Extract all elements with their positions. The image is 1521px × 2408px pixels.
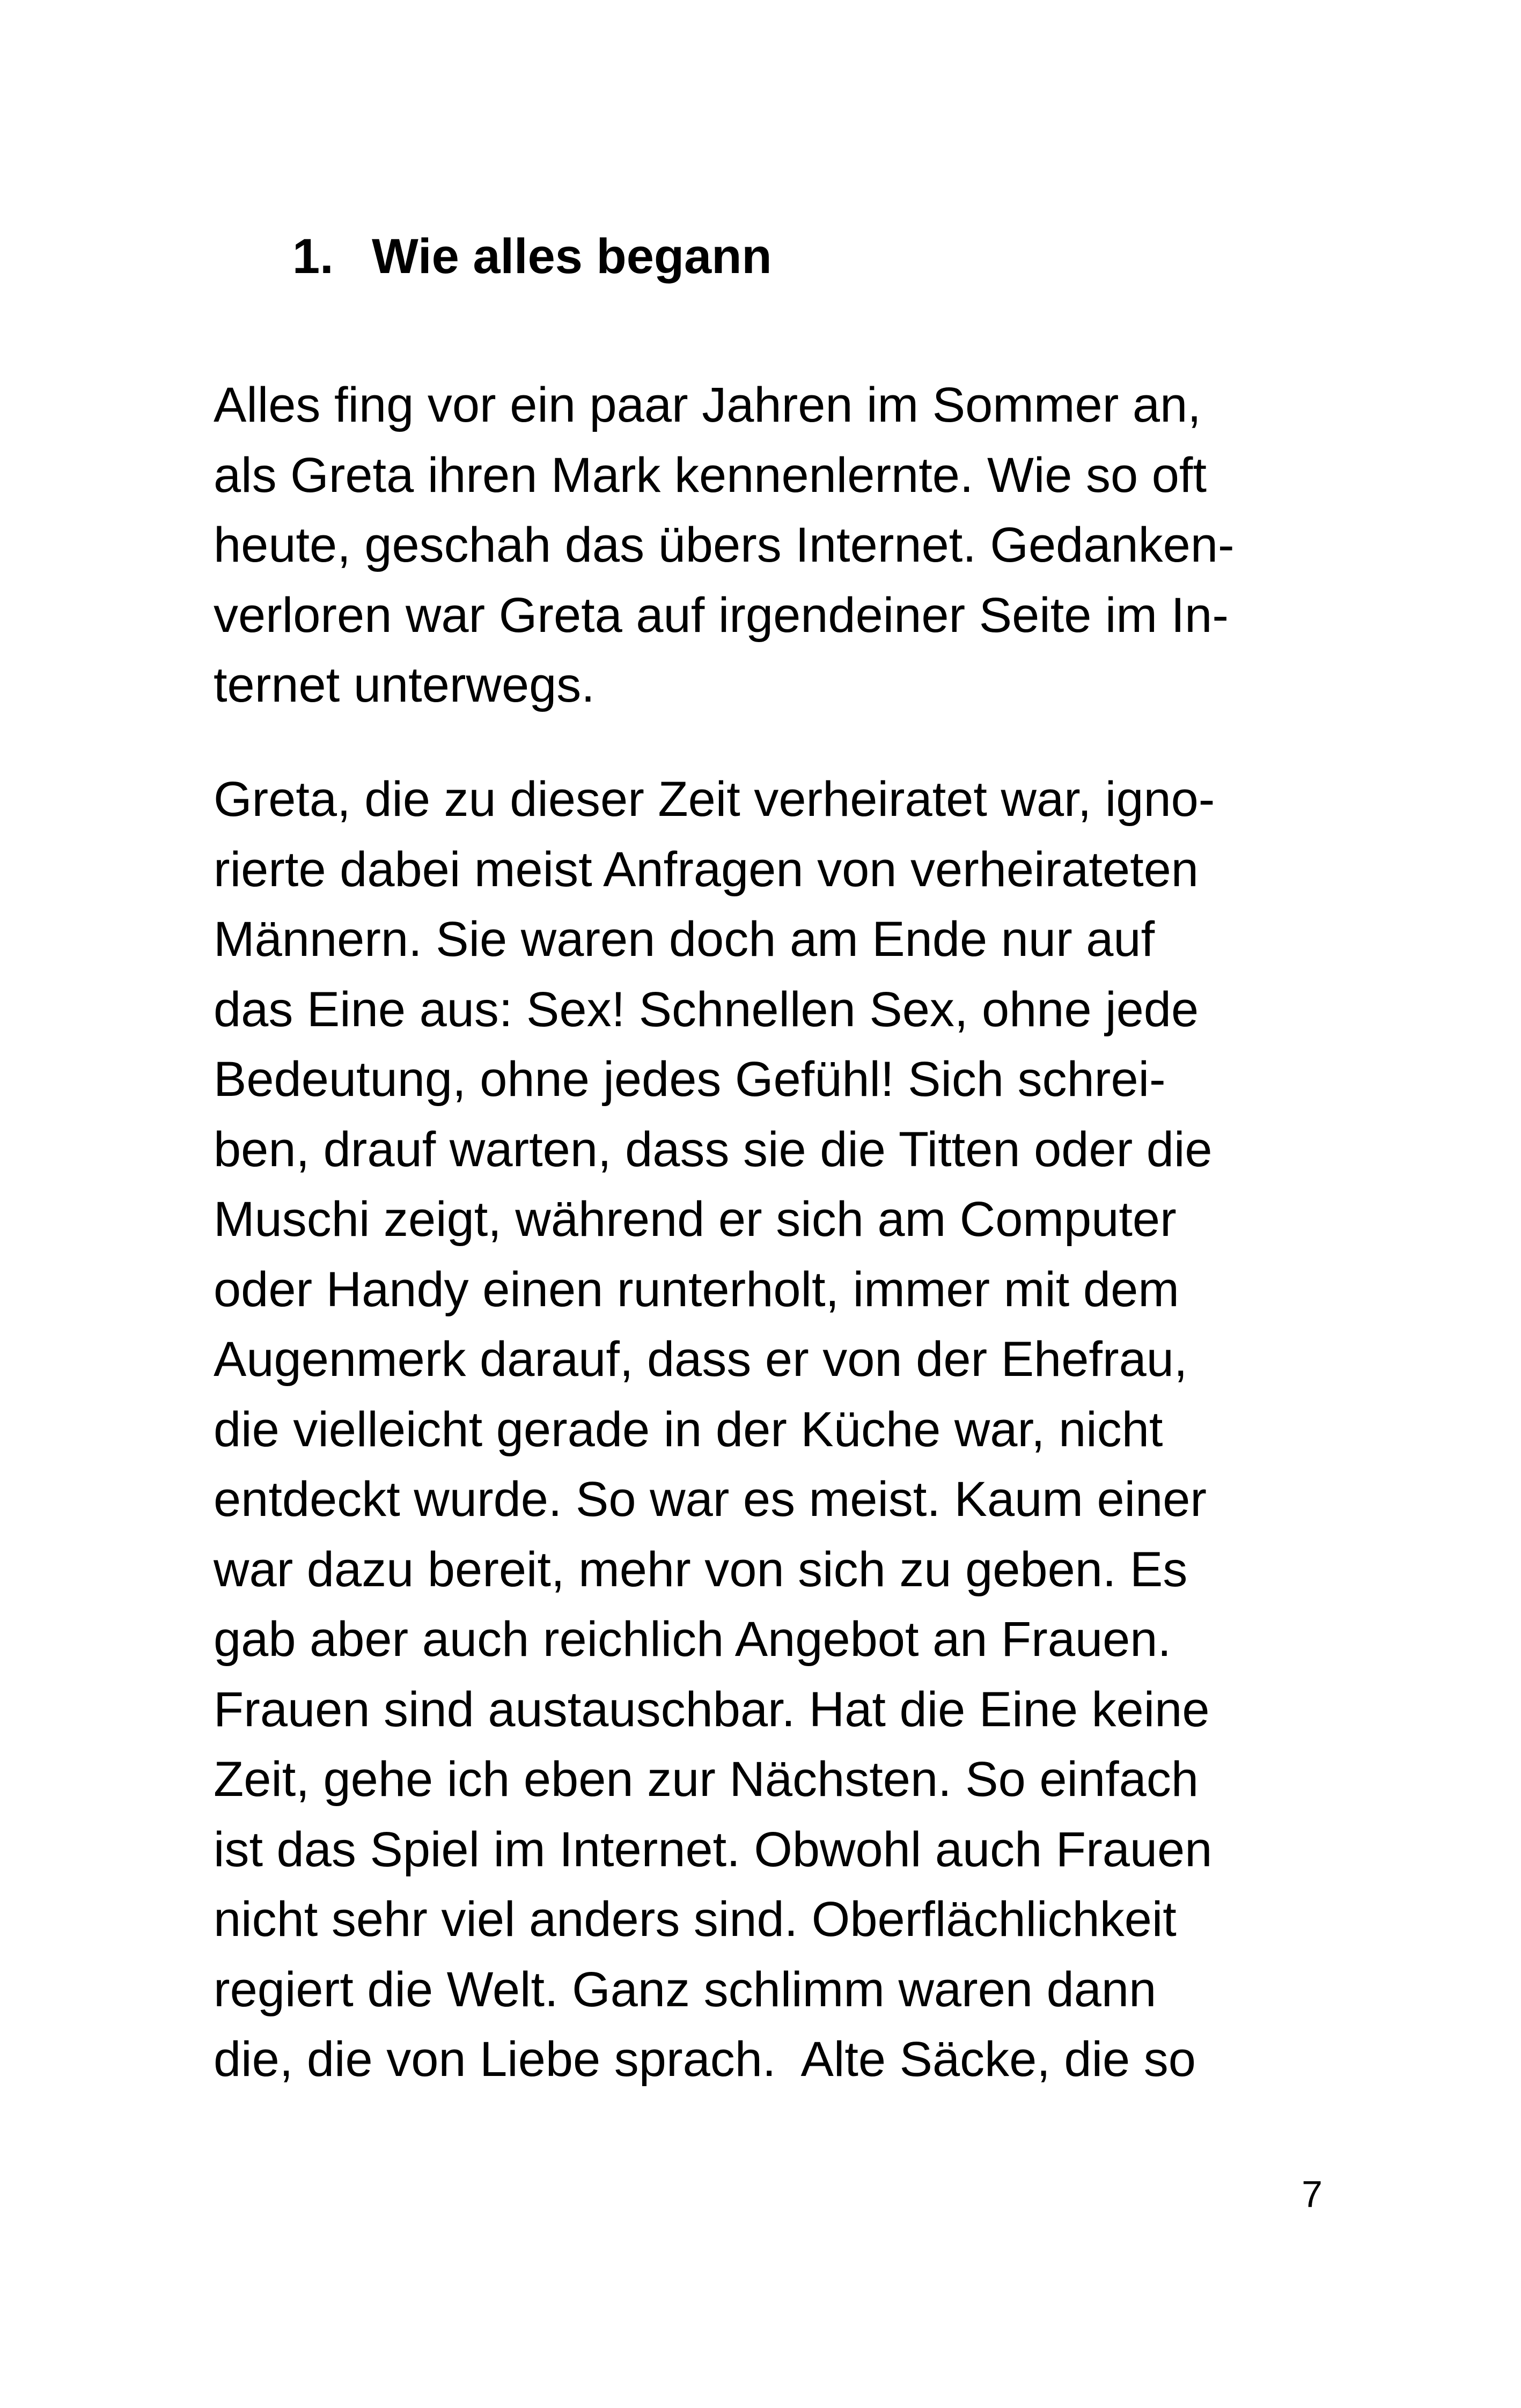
text-line: Greta, die zu dieser Zeit verheiratet war, igno- [214, 772, 1215, 827]
chapter-heading [292, 224, 772, 289]
text-line: ben, drauf warten, dass sie die Titten oder die [214, 1122, 1213, 1177]
text-line: Augenmerk darauf, dass er von der Ehefrau, [214, 1332, 1188, 1387]
text-line: ternet unterwegs. [214, 658, 595, 712]
chapter-number: 1. [292, 229, 334, 284]
text-line: Zeit, gehe ich eben zur Nächsten. So einfach [214, 1752, 1199, 1807]
text-line: war dazu bereit, mehr von sich zu geben. Es [214, 1542, 1188, 1597]
text-line: als Greta ihren Mark kennenlernte. Wie so oft [214, 447, 1207, 503]
text-line: verloren war Greta auf irgendeiner Seite im In- [214, 587, 1229, 643]
text-line: Frauen sind austauschbar. Hat die Eine keine [214, 1682, 1210, 1737]
text-line: das Eine aus: Sex! Schnellen Sex, ohne jede [214, 982, 1199, 1037]
text-line: regiert die Welt. Ganz schlimm waren dann [214, 1962, 1157, 2017]
text-line: nicht sehr viel anders sind. Oberflächlichkeit [214, 1892, 1177, 1947]
text-line: gab aber auch reichlich Angebot an Frauen. [214, 1612, 1172, 1667]
text-line: Alles fing vor ein paar Jahren im Sommer an, [214, 378, 1201, 432]
chapter-title: Wie alles begann [372, 229, 772, 284]
text-line: Muschi zeigt, während er sich am Computer [214, 1192, 1177, 1247]
text-line: Männern. Sie waren doch am Ende nur auf [214, 912, 1155, 967]
text-line: oder Handy einen runterholt, immer mit dem [214, 1262, 1179, 1317]
text-line: die vielleicht gerade in der Küche war, nicht [214, 1402, 1163, 1457]
text-line: heute, geschah das übers Internet. Gedanken- [214, 518, 1235, 572]
text-line: die, die von Liebe sprach. Alte Säcke, die so [214, 2032, 1196, 2087]
text-line: Bedeutung, ohne jedes Gefühl! Sich schrei- [214, 1052, 1166, 1107]
paragraph-1 [214, 370, 1235, 720]
text-line: ist das Spiel im Internet. Obwohl auch Frauen [214, 1822, 1213, 1877]
text-line: rierte dabei meist Anfragen von verheirateten [214, 842, 1199, 897]
text-line: entdeckt wurde. So war es meist. Kaum einer [214, 1472, 1207, 1527]
paragraph-2 [214, 764, 1215, 2095]
page-number: 7 [1302, 2173, 1322, 2215]
